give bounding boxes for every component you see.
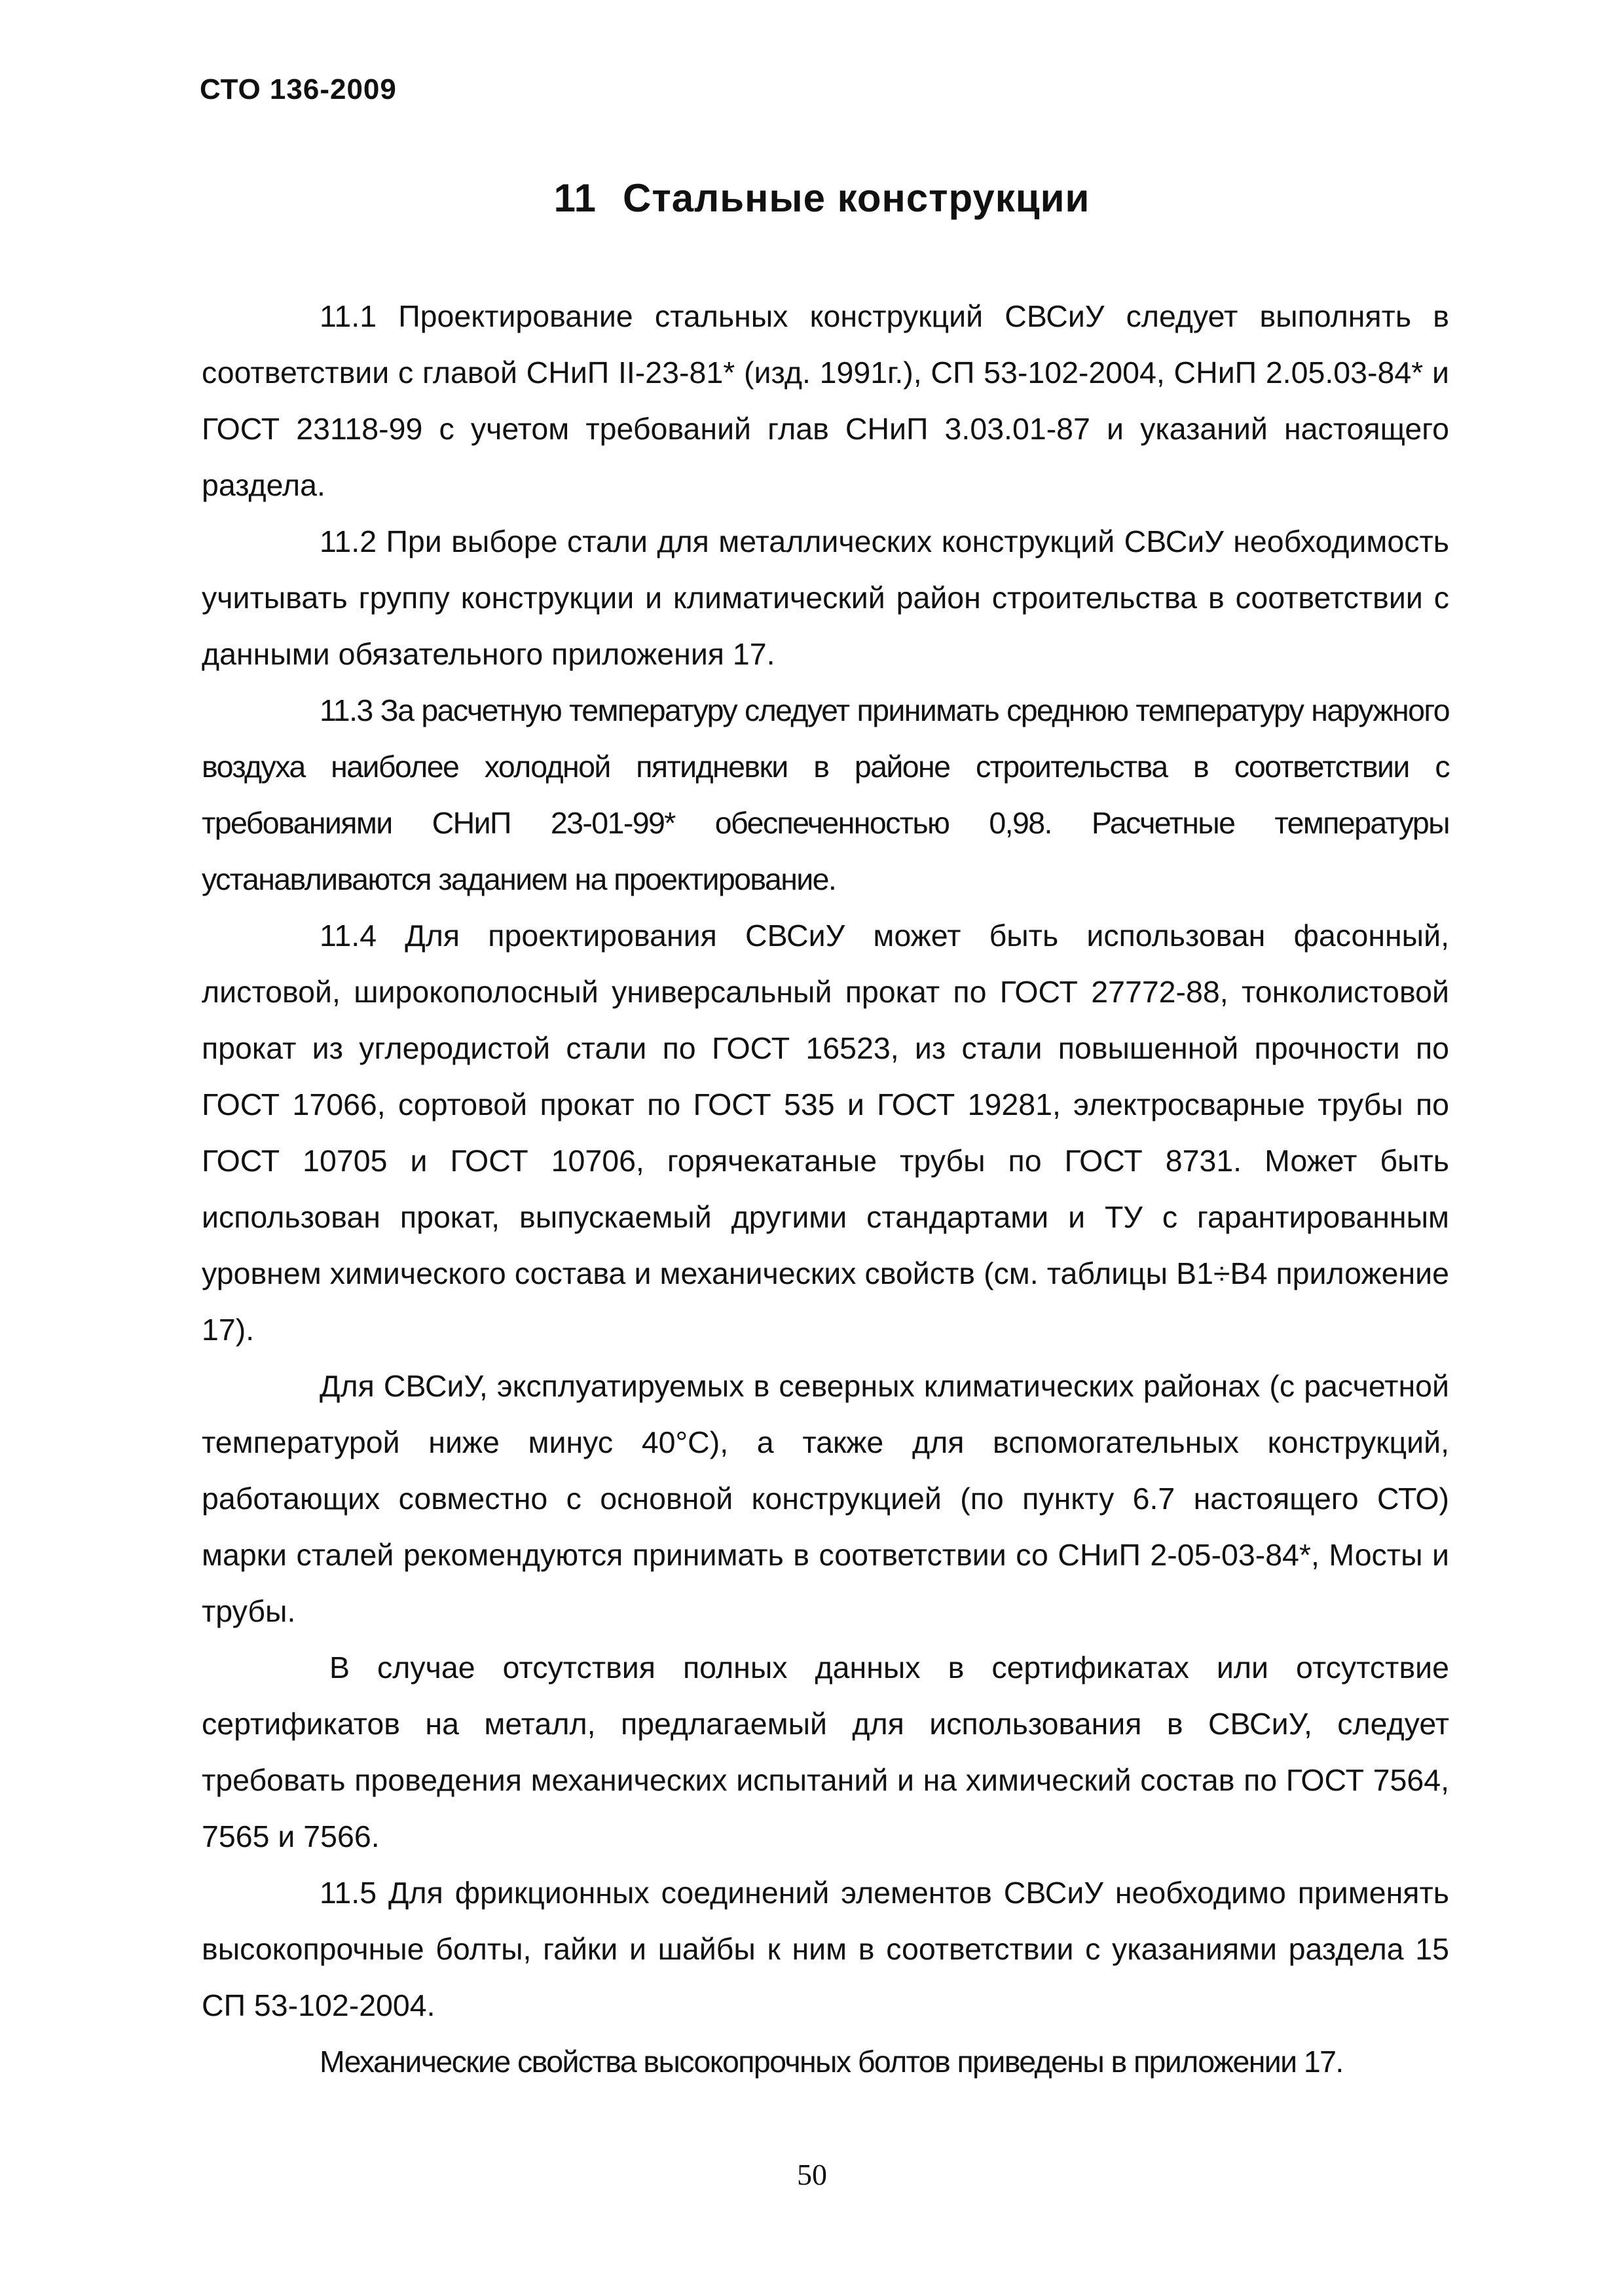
section-heading <box>196 175 1447 221</box>
paragraph-11-2: 11.2 При выборе стали для металлических конструкций СВСиУ необходимость учитывать группу конструкции и климатический район строительства в соответствии с данными обязательного приложения 17. <box>202 524 1449 671</box>
section-number: 11 <box>553 176 597 220</box>
paragraph-bolts-properties: Механические свойства высокопрочных болтов приведены в приложении 17. <box>320 2045 1343 2079</box>
paragraph-11-4: 11.4 Для проектирования СВСиУ может быть использован фасонный, листовой, широкополосный универсальный прокат по ГОСТ 27772-88, тонколистовой прокат из углеродистой стали по ГОСТ 16523, из стали повышенной прочности по ГОСТ 17066, сортовой прокат по ГОСТ 535 и ГОСТ 19281, электросварные трубы по ГОСТ 10705 и ГОСТ 10706, горячекатаные трубы по ГОСТ 8731. Может быть использован прокат, выпускаемый другими стандартами и ТУ с гарантированным уровнем химического состава и механических свойств (см. таблицы В1÷В4 приложение 17). <box>202 919 1449 1347</box>
paragraph-11-3: 11.3 За расчетную температуру следует принимать среднюю температуру наружного воздуха наиболее холодной пятидневки в районе строительства в соответствии с требованиями СНиП 23-01-99* обеспеченностью 0,98. Расчетные температуры устанавливаются заданием на проектирование. <box>202 693 1449 896</box>
paragraph-11-5: 11.5 Для фрикционных соединений элементов СВСиУ необходимо применять высокопрочные болты, гайки и шайбы к ним в соответствии с указаниями раздела 15 СП 53-102-2004. <box>202 1876 1449 2022</box>
section-title: Стальные конструкции <box>623 176 1090 220</box>
paragraph-north-regions: Для СВСиУ, эксплуатируемых в северных климатических районах (с расчетной температурой ниже минус 40°С), а также для вспомогательных конструкций, работающих совместно с основной конструкцией (по пункту 6.7 настоящего СТО) марки сталей рекомендуются принимать в соответствии со СНиП 2-05-03-84*, Мосты и трубы. <box>202 1369 1449 1628</box>
page-number: 50 <box>797 2158 827 2191</box>
paragraph-certificates: В случае отсутствия полных данных в сертификатах или отсутствие сертификатов на металл, предлагаемый для использования в СВСиУ, следует требовать проведения механических испытаний и на химический состав по ГОСТ 7564, 7565 и 7566. <box>202 1650 1449 1853</box>
body-text <box>202 288 1449 2090</box>
paragraph-11-1: 11.1 Проектирование стальных конструкций СВСиУ следует выполнять в соответствии с главой СНиП II-23-81* (изд. 1991г.), СП 53-102-2004, СНиП 2.05.03-84* и ГОСТ 23118-99 с учетом требований глав СНиП 3.03.01-87 и указаний настоящего раздела. <box>202 299 1449 502</box>
document-code: СТО 136-2009 <box>200 73 397 105</box>
